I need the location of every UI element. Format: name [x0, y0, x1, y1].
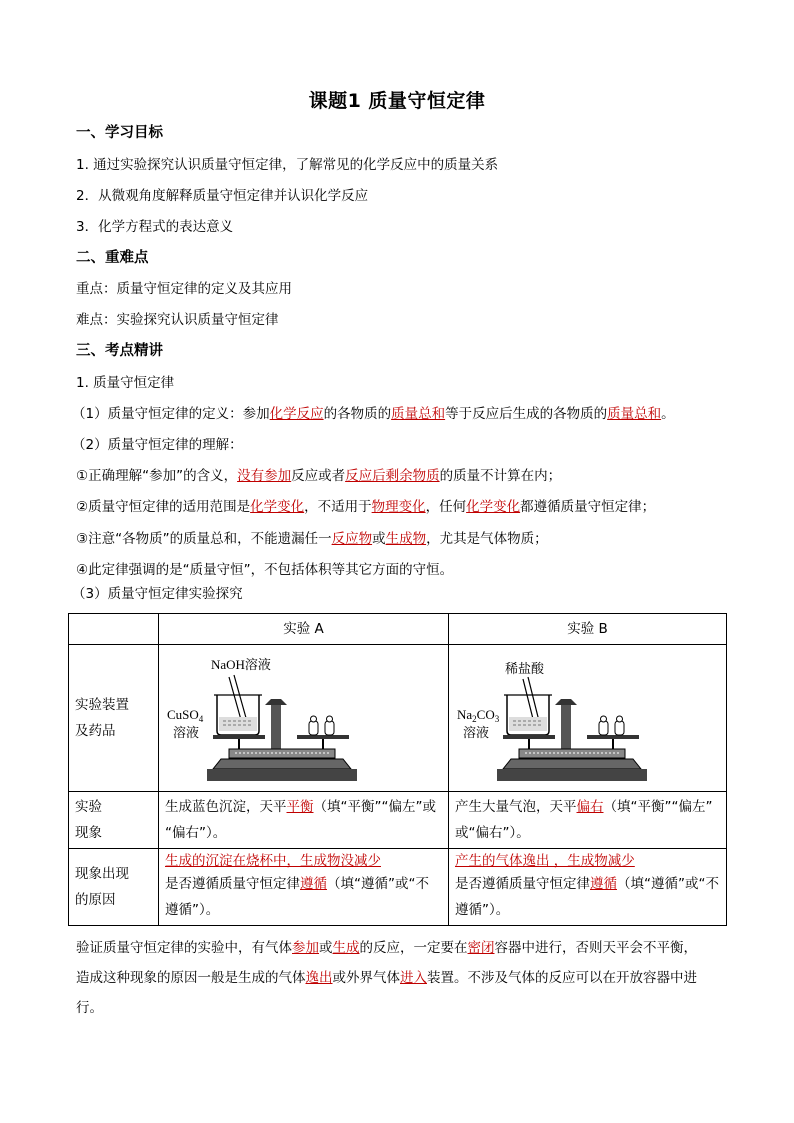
row-label-apparatus — [69, 645, 159, 792]
answer-blank: 生成物 — [385, 531, 427, 547]
text: 或 — [372, 531, 386, 547]
reason-b-cell — [449, 849, 727, 926]
note-line: 验证质量守恒定律的实验中，有气体参加或生成的反应，一定要在密闭容器中进行，否则天平会不平衡， — [76, 940, 697, 956]
text: ，尤其是气体物质； — [426, 531, 548, 547]
phenomenon-b-line: 产生大量气泡，天平偏右（填“平衡”“偏左” — [455, 799, 713, 815]
balance-apparatus-a-illustration — [159, 647, 449, 789]
understanding-item-1 — [76, 466, 561, 486]
table-row-phenomenon — [69, 792, 727, 849]
reagent-label-naoh: NaOH溶液 — [211, 657, 271, 672]
text: 反应或者 — [291, 468, 346, 484]
answer-blank: 遵循 — [300, 876, 327, 892]
text: 等于反应后生成的各物质的 — [445, 406, 608, 422]
objective-1: 1. 通过实验探究认识质量守恒定律，了解常见的化学反应中的质量关系 — [76, 157, 499, 173]
reason-b-follow-cont: 遵循”）。 — [455, 902, 510, 918]
subheading-conservation-law: 1. 质量守恒定律 — [76, 375, 175, 391]
understanding-item-2 — [76, 497, 655, 517]
text: （1）质量守恒定律的定义：参加 — [72, 406, 270, 422]
objective-2: 2．从微观角度解释质量守恒定律并认识化学反应 — [76, 188, 369, 204]
section-heading-objectives: 一、学习目标 — [76, 125, 163, 141]
phenomenon-a-line: “偏右”）。 — [165, 825, 227, 841]
phenomenon-b-cell — [449, 792, 727, 849]
note-line: 行。 — [76, 1000, 103, 1016]
key-point: 重点：质量守恒定律的定义及其应用 — [76, 281, 292, 297]
answer-blank: 反应物 — [331, 531, 373, 547]
text: ②质量守恒定律的适用范围是 — [76, 499, 251, 515]
row-label-line: 的原因 — [75, 892, 116, 908]
answer-blank: 化学变化 — [466, 499, 521, 515]
reason-a-cell — [159, 849, 449, 926]
answer-blank: 密闭 — [467, 940, 495, 956]
experiment-heading: （3）质量守恒定律实验探究 — [72, 586, 243, 602]
reason-a-follow: 是否遵循质量守恒定律遵循（填“遵循”或“不 — [165, 876, 429, 892]
column-header-a: 实验 A — [159, 614, 449, 645]
understanding-heading: （2）质量守恒定律的理解： — [72, 437, 243, 453]
reagent-label-solution: 溶液 — [463, 726, 490, 741]
answer-blank: 反应后剩余物质 — [345, 468, 440, 484]
note-line: 造成这种现象的原因一般是生成的气体逸出或外界气体进入装置。不涉及气体的反应可以在开放容器中进 — [76, 970, 697, 986]
row-label-reason — [69, 849, 159, 926]
answer-blank: 遵循 — [590, 876, 617, 892]
column-header-b: 实验 B — [449, 614, 727, 645]
experiment-table — [68, 613, 727, 926]
row-label-phenomenon — [69, 792, 159, 849]
answer-blank: 进入 — [400, 970, 427, 986]
text: 的各物质的 — [323, 406, 392, 422]
reagent-label-hcl: 稀盐酸 — [505, 662, 545, 677]
text: ①正确理解“参加”的含义， — [76, 468, 238, 484]
apparatus-b-cell — [449, 645, 727, 792]
table-row-reason — [69, 849, 727, 926]
row-label-line: 实验装置 — [75, 697, 129, 713]
difficult-point: 难点：实验探究认识质量守恒定律 — [76, 312, 279, 328]
table-header-row — [69, 614, 727, 645]
reason-b-follow: 是否遵循质量守恒定律遵循（填“遵循”或“不 — [455, 876, 719, 892]
phenomenon-a-line: 生成蓝色沉淀，天平平衡（填“平衡”“偏左”或 — [165, 799, 436, 815]
reagent-label-cuso4: CuSO$_4$ — [167, 707, 204, 724]
reason-a-follow-cont: 遵循”）。 — [165, 902, 220, 918]
answer-blank: 物理变化 — [371, 499, 426, 515]
text: 。 — [661, 406, 675, 422]
table-row-apparatus — [69, 645, 727, 792]
answer-blank: 产生的气体逸出 ，生成物减少 — [455, 853, 635, 869]
reason-b-answer — [455, 851, 720, 871]
answer-blank: 偏右 — [576, 799, 604, 815]
row-label-line: 现象出现 — [75, 866, 129, 882]
answer-blank: 逸出 — [305, 970, 333, 986]
reason-a-answer — [165, 851, 442, 871]
understanding-item-3 — [76, 529, 548, 549]
reagent-label-na2co3: $Na_2CO_3$ — [457, 707, 500, 724]
reagent-label-solution: 溶液 — [173, 726, 200, 741]
table-corner-cell — [69, 614, 159, 645]
summary-note — [76, 933, 726, 1023]
apparatus-a-cell — [159, 645, 449, 792]
objective-3: 3．化学方程式的表达意义 — [76, 219, 234, 235]
row-label-line: 现象 — [75, 825, 102, 841]
text: ，不适用于 — [304, 499, 372, 515]
answer-blank: 生成的沉淀在烧杯中，生成物没减少 — [165, 853, 381, 869]
balance-apparatus-b-illustration — [449, 647, 727, 789]
row-label-line: 实验 — [75, 799, 102, 815]
section-heading-exam-points: 三、考点精讲 — [76, 343, 163, 359]
page-title: 课题1 质量守恒定律 — [308, 90, 486, 112]
answer-blank: 化学反应 — [269, 406, 324, 422]
answer-blank: 质量总和 — [391, 406, 446, 422]
answer-blank: 化学变化 — [250, 499, 305, 515]
answer-blank: 质量总和 — [607, 406, 662, 422]
answer-blank: 平衡 — [286, 799, 314, 815]
text: ，任何 — [425, 499, 467, 515]
definition-line — [72, 404, 675, 424]
answer-blank: 生成 — [332, 940, 360, 956]
text: 的质量不计算在内； — [439, 468, 562, 484]
text: ③注意“各物质”的质量总和，不能遗漏任一 — [76, 531, 332, 547]
phenomenon-b-line: 或“偏右”）。 — [455, 825, 530, 841]
section-heading-key-points: 二、重难点 — [76, 250, 149, 266]
answer-blank: 参加 — [292, 940, 319, 956]
phenomenon-a-cell — [159, 792, 449, 849]
text: 都遵循质量守恒定律； — [520, 499, 656, 515]
row-label-line: 及药品 — [75, 723, 116, 739]
answer-blank: 没有参加 — [237, 468, 292, 484]
understanding-item-4: ④此定律强调的是“质量守恒”，不包括体积等其它方面的守恒。 — [76, 562, 454, 578]
